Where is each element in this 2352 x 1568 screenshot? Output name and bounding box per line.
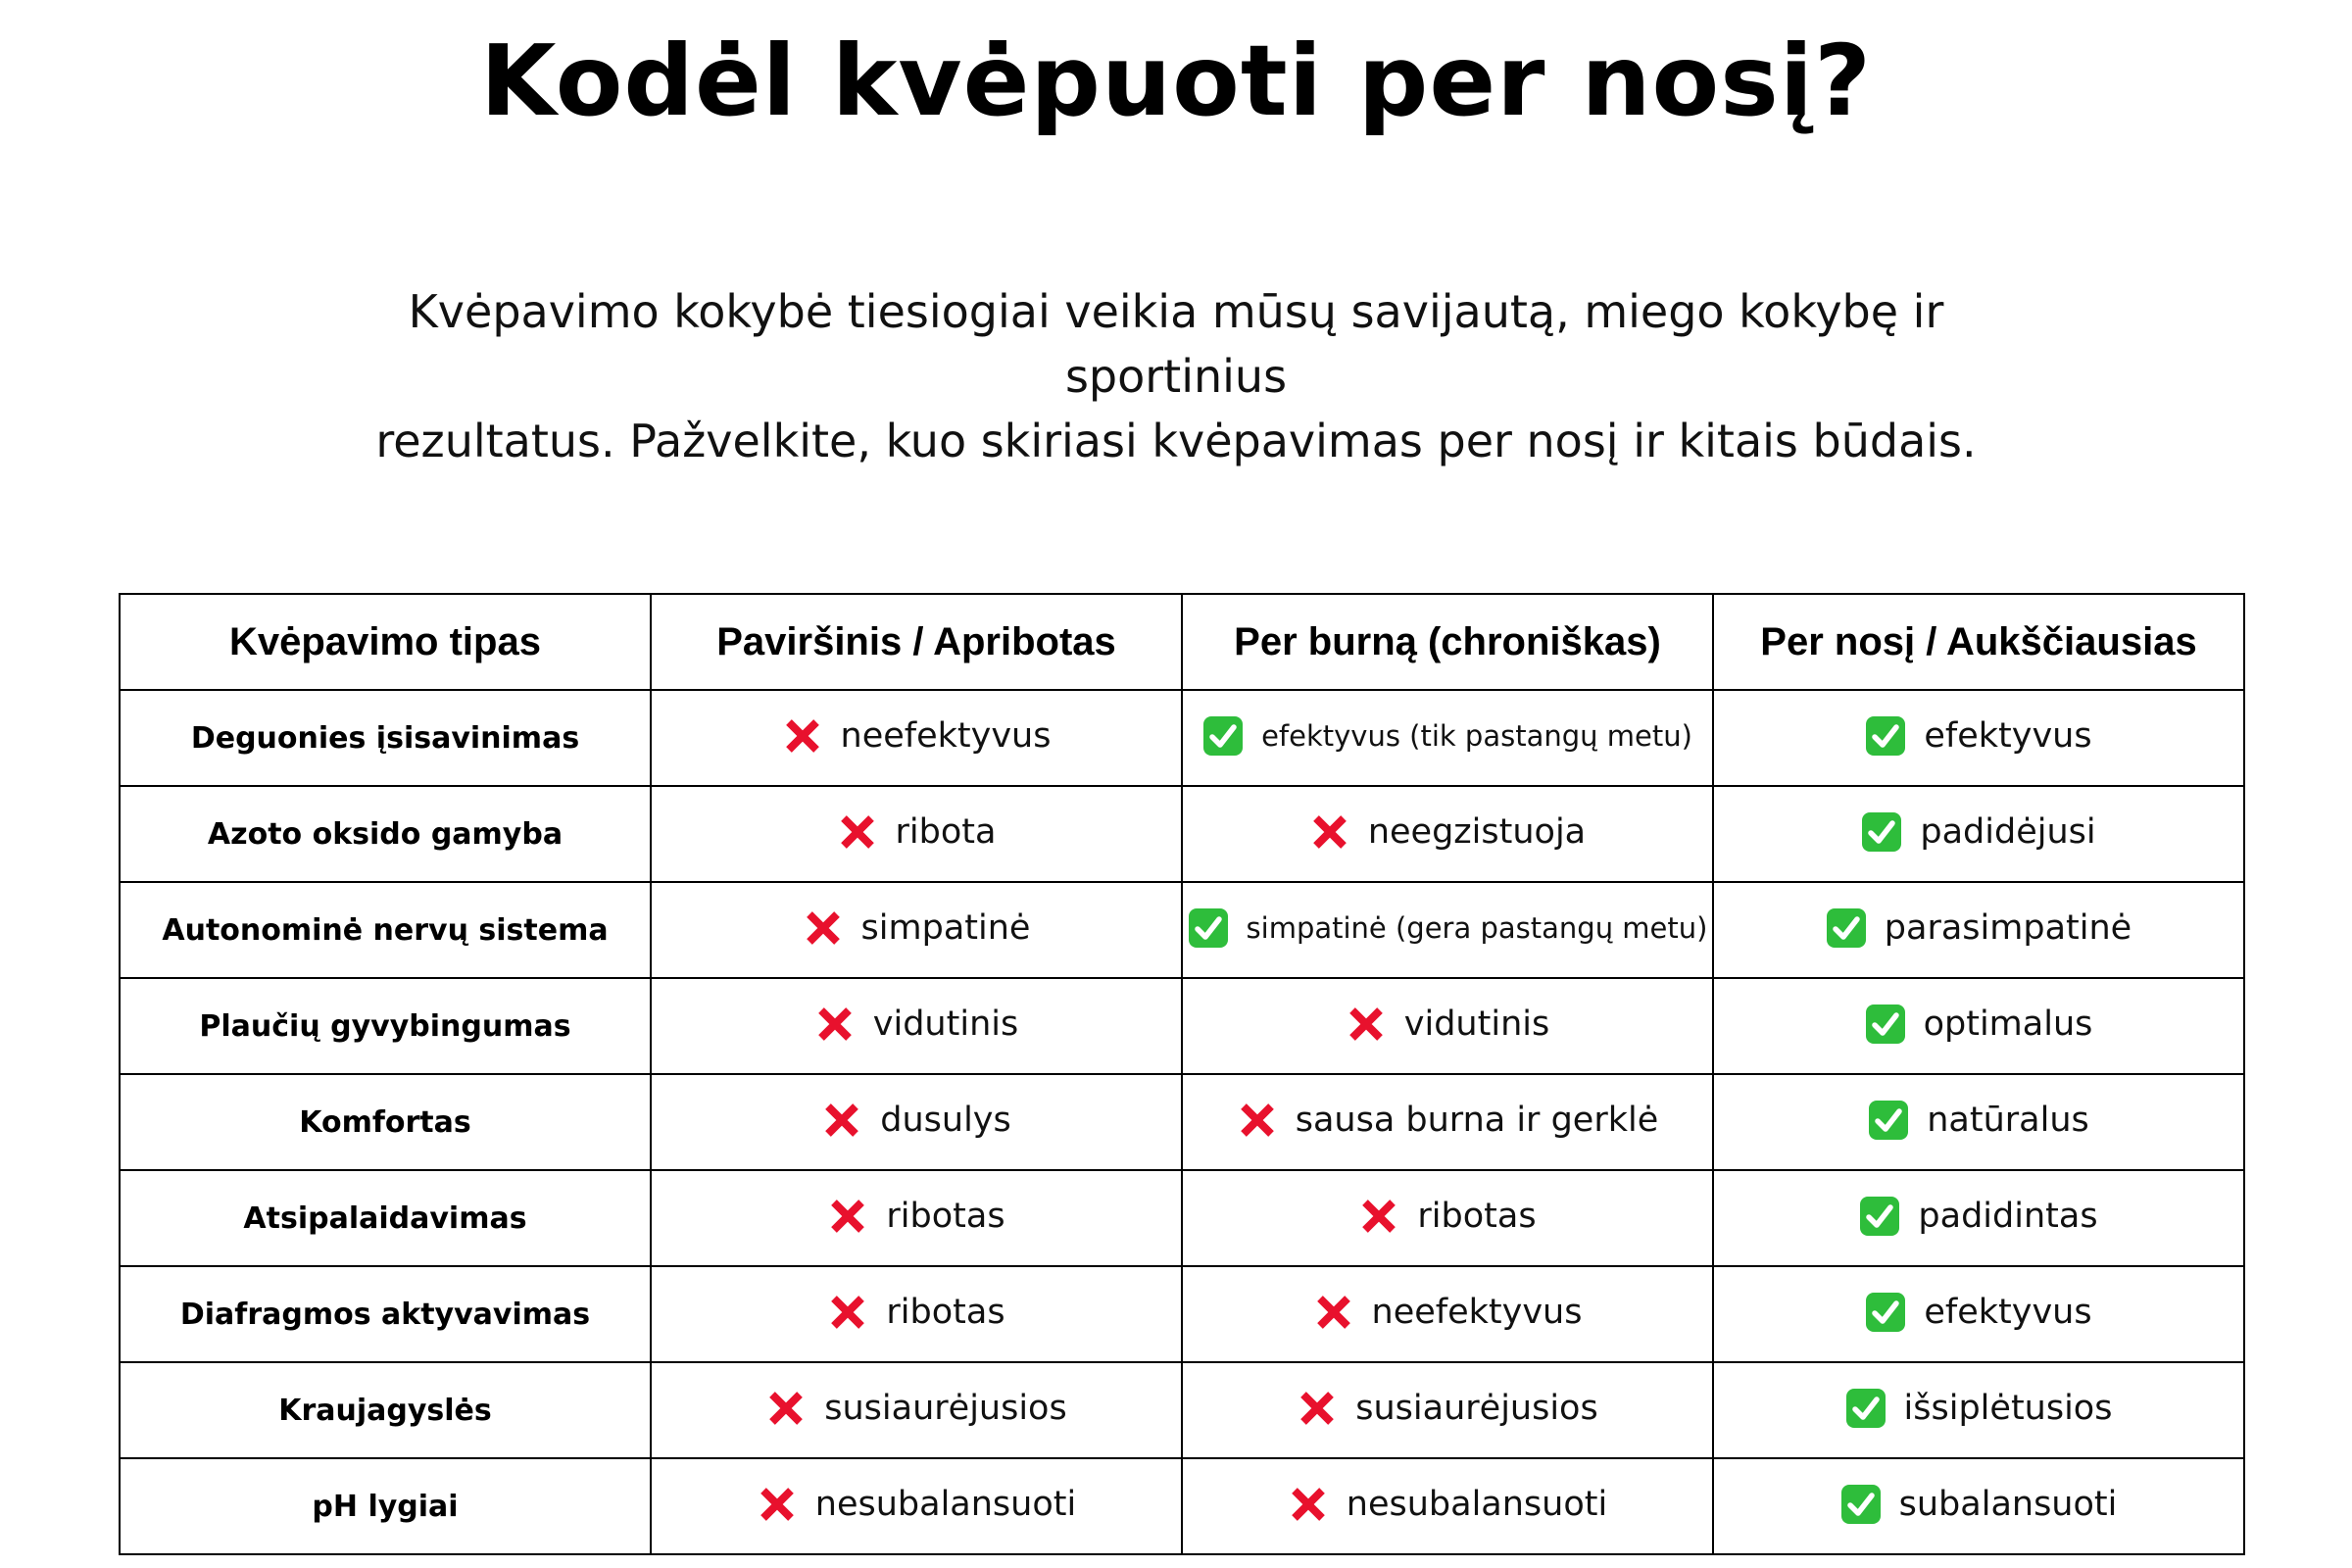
- page-title: Kodėl kvėpuoti per nosį?: [479, 24, 1873, 138]
- cell-text: neefektyvus: [1371, 1293, 1583, 1332]
- table-row: [120, 978, 2244, 1074]
- cell-text: neefektyvus: [840, 716, 1052, 756]
- check-mark-icon: [1202, 715, 1244, 757]
- cell-content: [765, 1388, 1066, 1429]
- cell-shallow: [651, 882, 1182, 978]
- cell-nose: [1713, 1170, 2244, 1266]
- cell-content: [1309, 811, 1586, 853]
- row-label: Diafragmos aktyvavimas: [120, 1266, 651, 1362]
- cell-nose: [1713, 690, 2244, 786]
- cell-content: [1865, 1004, 2093, 1045]
- cell-text: parasimpatinė: [1884, 908, 2132, 948]
- table-body: [120, 690, 2244, 1554]
- cell-content: [1861, 811, 2095, 853]
- cell-text: išsiplėtusios: [1903, 1389, 2113, 1428]
- cross-mark-icon: [757, 1484, 798, 1525]
- table-row: [120, 1362, 2244, 1458]
- cross-mark-icon: [814, 1004, 856, 1045]
- cell-text: natūralus: [1927, 1101, 2089, 1140]
- cell-content: [1237, 1100, 1659, 1141]
- table-row: [120, 1266, 2244, 1362]
- cell-text: simpatinė: [860, 908, 1031, 948]
- cell-content: [1859, 1196, 2097, 1237]
- cell-mouth: [1182, 1074, 1713, 1170]
- cell-content: [1346, 1004, 1549, 1045]
- cell-content: [1865, 715, 2091, 757]
- cell-shallow: [651, 1362, 1182, 1458]
- table-header-row: [120, 594, 2244, 690]
- cell-text: efektyvus (tik pastangų metu): [1261, 719, 1692, 753]
- comparison-table: [119, 593, 2245, 1555]
- cell-mouth: [1182, 882, 1713, 978]
- cell-content: [1868, 1100, 2089, 1141]
- row-label: Komfortas: [120, 1074, 651, 1170]
- row-label: Azoto oksido gamyba: [120, 786, 651, 882]
- cell-mouth: [1182, 1458, 1713, 1554]
- cell-text: efektyvus: [1924, 1293, 2092, 1332]
- cell-text: ribotas: [886, 1197, 1005, 1236]
- cell-text: subalansuoti: [1898, 1485, 2118, 1524]
- cell-text: simpatinė (gera pastangų metu): [1246, 911, 1708, 945]
- row-label: Autonominė nervų sistema: [120, 882, 651, 978]
- check-mark-icon: [1840, 1484, 1882, 1525]
- cell-content: [1358, 1196, 1536, 1237]
- cell-nose: [1713, 1074, 2244, 1170]
- cell-nose: [1713, 786, 2244, 882]
- cross-mark-icon: [1297, 1388, 1338, 1429]
- cell-content: [1202, 715, 1692, 757]
- cell-mouth: [1182, 1170, 1713, 1266]
- check-mark-icon: [1845, 1388, 1886, 1429]
- cross-mark-icon: [765, 1388, 807, 1429]
- cell-text: ribota: [895, 812, 997, 852]
- cell-content: [1297, 1388, 1597, 1429]
- row-label: Plaučių gyvybingumas: [120, 978, 651, 1074]
- check-mark-icon: [1868, 1100, 1909, 1141]
- header-breathing-type: Kvėpavimo tipas: [120, 594, 651, 690]
- cell-content: [814, 1004, 1018, 1045]
- table-row: [120, 1458, 2244, 1554]
- cell-content: [1313, 1292, 1583, 1333]
- cell-text: padidėjusi: [1920, 812, 2096, 852]
- cell-nose: [1713, 1266, 2244, 1362]
- cell-text: dusulys: [880, 1101, 1011, 1140]
- cell-shallow: [651, 1266, 1182, 1362]
- cross-mark-icon: [1358, 1196, 1399, 1237]
- cross-mark-icon: [1346, 1004, 1387, 1045]
- cross-mark-icon: [803, 907, 844, 949]
- cell-text: susiaurėjusios: [824, 1389, 1067, 1428]
- cell-text: susiaurėjusios: [1355, 1389, 1598, 1428]
- cell-text: ribotas: [1417, 1197, 1537, 1236]
- cross-mark-icon: [821, 1100, 862, 1141]
- page-subtitle: [294, 279, 2058, 473]
- cell-nose: [1713, 978, 2244, 1074]
- cell-text: padidintas: [1918, 1197, 2098, 1236]
- check-mark-icon: [1861, 811, 1902, 853]
- cell-shallow: [651, 690, 1182, 786]
- cell-content: [821, 1100, 1011, 1141]
- cell-text: neegzistuoja: [1367, 812, 1587, 852]
- check-mark-icon: [1865, 1292, 1906, 1333]
- cross-mark-icon: [1237, 1100, 1278, 1141]
- cell-mouth: [1182, 1362, 1713, 1458]
- cell-nose: [1713, 1362, 2244, 1458]
- cell-text: optimalus: [1923, 1004, 2093, 1044]
- table-row: [120, 1074, 2244, 1170]
- cell-nose: [1713, 1458, 2244, 1554]
- check-mark-icon: [1859, 1196, 1900, 1237]
- row-label: pH lygiai: [120, 1458, 651, 1554]
- cell-content: [1288, 1484, 1607, 1525]
- cell-content: [803, 907, 1031, 949]
- cross-mark-icon: [1313, 1292, 1354, 1333]
- cell-text: nesubalansuoti: [814, 1485, 1077, 1524]
- cell-mouth: [1182, 786, 1713, 882]
- cell-content: [827, 1292, 1004, 1333]
- cell-text: efektyvus: [1924, 716, 2092, 756]
- cell-shallow: [651, 1458, 1182, 1554]
- table-row: [120, 1170, 2244, 1266]
- cell-mouth: [1182, 1266, 1713, 1362]
- check-mark-icon: [1865, 715, 1906, 757]
- check-mark-icon: [1826, 907, 1867, 949]
- subtitle-line-2: rezultatus. Pažvelkite, kuo skiriasi kvėpavimas per nosį ir kitais būdais.: [375, 415, 1977, 467]
- cell-mouth: [1182, 978, 1713, 1074]
- cross-mark-icon: [827, 1196, 868, 1237]
- check-mark-icon: [1188, 907, 1229, 949]
- cell-content: [1826, 907, 2132, 949]
- cell-shallow: [651, 1074, 1182, 1170]
- cell-content: [757, 1484, 1076, 1525]
- cell-shallow: [651, 1170, 1182, 1266]
- row-label: Kraujagyslės: [120, 1362, 651, 1458]
- cross-mark-icon: [827, 1292, 868, 1333]
- cell-content: [827, 1196, 1004, 1237]
- row-label: Deguonies įsisavinimas: [120, 690, 651, 786]
- cross-mark-icon: [837, 811, 878, 853]
- cell-shallow: [651, 786, 1182, 882]
- cross-mark-icon: [1288, 1484, 1329, 1525]
- cell-text: vidutinis: [872, 1004, 1019, 1044]
- cross-mark-icon: [782, 715, 823, 757]
- check-mark-icon: [1865, 1004, 1906, 1045]
- header-shallow: Paviršinis / Apribotas: [651, 594, 1182, 690]
- cell-text: sausa burna ir gerklė: [1295, 1101, 1659, 1140]
- table-row: [120, 882, 2244, 978]
- row-label: Atsipalaidavimas: [120, 1170, 651, 1266]
- cell-text: vidutinis: [1403, 1004, 1550, 1044]
- cell-content: [1845, 1388, 2113, 1429]
- cell-text: nesubalansuoti: [1346, 1485, 1608, 1524]
- table-row: [120, 690, 2244, 786]
- cell-content: [782, 715, 1052, 757]
- cell-content: [837, 811, 997, 853]
- cell-mouth: [1182, 690, 1713, 786]
- cell-content: [1188, 907, 1708, 949]
- cross-mark-icon: [1309, 811, 1350, 853]
- subtitle-line-1: Kvėpavimo kokybė tiesiogiai veikia mūsų savijautą, miego kokybę ir sportinius: [408, 285, 1944, 403]
- cell-content: [1865, 1292, 2091, 1333]
- header-mouth: Per burną (chroniškas): [1182, 594, 1713, 690]
- header-nose: Per nosį / Aukščiausias: [1713, 594, 2244, 690]
- table-row: [120, 786, 2244, 882]
- cell-nose: [1713, 882, 2244, 978]
- cell-text: ribotas: [886, 1293, 1005, 1332]
- cell-content: [1840, 1484, 2118, 1525]
- cell-shallow: [651, 978, 1182, 1074]
